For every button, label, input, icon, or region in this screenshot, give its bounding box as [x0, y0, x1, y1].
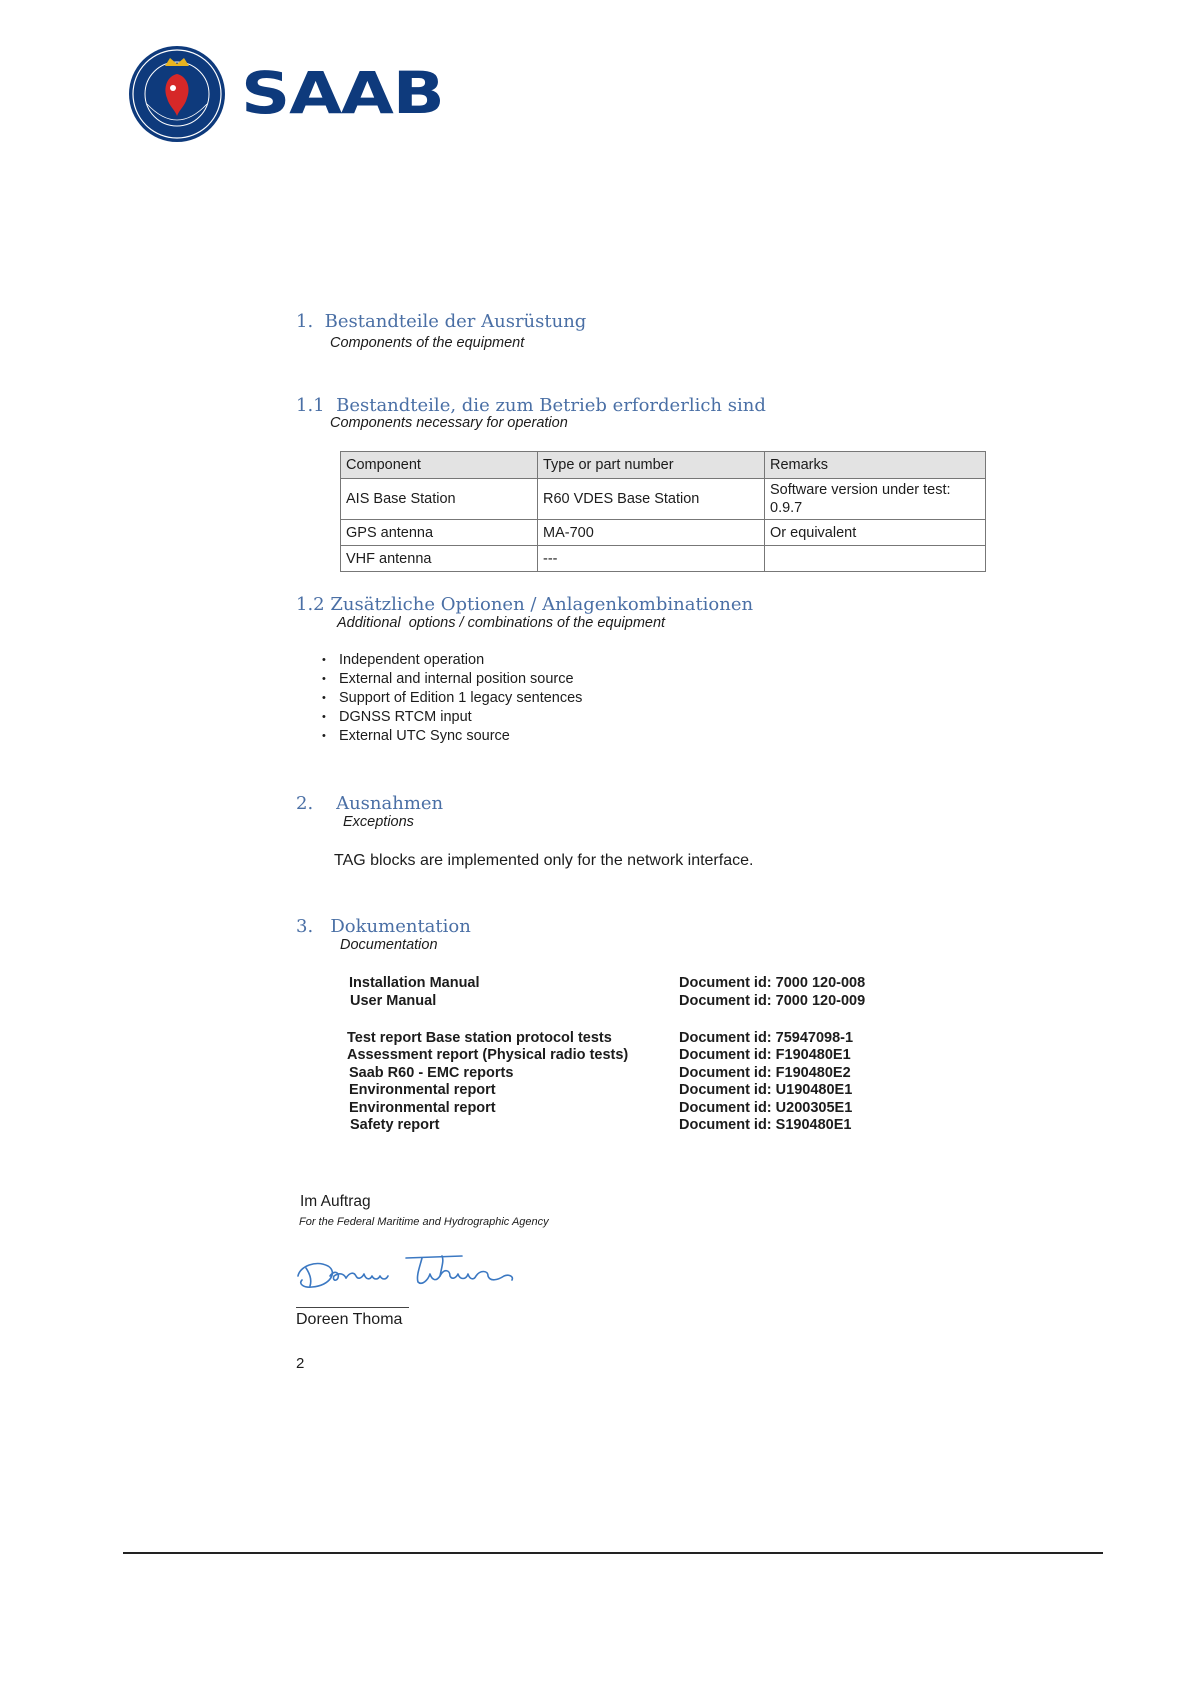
section-1-1-number: 1.1 [296, 395, 325, 416]
agency-label: For the Federal Maritime and Hydrographic Agency [299, 1216, 549, 1228]
document-name: Environmental report [349, 1100, 496, 1116]
exceptions-text: TAG blocks are implemented only for the network interface. [334, 852, 754, 869]
section-3-subtitle: Documentation [340, 937, 438, 953]
table-cell: R60 VDES Base Station [538, 479, 765, 520]
signatory-name: Doreen Thoma [296, 1311, 403, 1328]
section-1-2-subtitle: Additional options / combinations of the equipment [337, 615, 666, 631]
section-3-number: 3. [296, 916, 314, 937]
document-name: Environmental report [349, 1082, 496, 1098]
section-1-1-title: Bestandteile, die zum Betrieb erforderlich sind [336, 395, 766, 416]
handwritten-signature [294, 1246, 554, 1292]
table-row [341, 520, 986, 546]
document-id: Document id: U200305E1 [679, 1100, 853, 1116]
document-id: Document id: 7000 120-009 [679, 993, 866, 1009]
table-cell: --- [538, 546, 765, 572]
table-cell: VHF antenna [341, 546, 538, 572]
table-cell: MA-700 [538, 520, 765, 546]
table-cell [765, 546, 986, 572]
document-id: Document id: U190480E1 [679, 1082, 853, 1098]
section-1-1-heading [296, 397, 766, 415]
section-1-2-number: 1.2 [296, 594, 325, 615]
table-cell: AIS Base Station [341, 479, 538, 520]
section-1-1-subtitle: Components necessary for operation [330, 415, 568, 431]
page-number: 2 [296, 1355, 305, 1372]
document-id: Document id: 75947098-1 [679, 1030, 854, 1046]
section-2-title: Ausnahmen [336, 793, 444, 814]
list-item: • External UTC Sync source [322, 727, 582, 746]
document-name: Assessment report (Physical radio tests) [347, 1047, 629, 1063]
table-header-cell: Remarks [765, 452, 986, 479]
saab-emblem-logo [127, 44, 227, 144]
document-id: Document id: 7000 120-008 [679, 975, 866, 991]
im-auftrag-label: Im Auftrag [300, 1193, 371, 1210]
section-1-2-heading [296, 596, 753, 614]
table-header-row [341, 452, 986, 479]
document-name: Safety report [350, 1117, 440, 1133]
document-name: Test report Base station protocol tests [347, 1030, 612, 1046]
table-row [341, 479, 986, 520]
table-cell: Software version under test: 0.9.7 [765, 479, 986, 520]
section-2-number: 2. [296, 793, 314, 814]
options-list [322, 651, 582, 746]
table-cell: Or equivalent [765, 520, 986, 546]
document-name: User Manual [350, 993, 437, 1009]
section-3-title: Dokumentation [330, 916, 471, 937]
list-item: • External and internal position source [322, 670, 582, 689]
list-item: • DGNSS RTCM input [322, 708, 582, 727]
list-item: • Independent operation [322, 651, 582, 670]
section-1-title: Bestandteile der Ausrüstung [324, 311, 587, 332]
table-header-cell: Type or part number [538, 452, 765, 479]
document-name: Installation Manual [349, 975, 480, 991]
components-table [340, 451, 986, 572]
section-1-subtitle: Components of the equipment [330, 335, 525, 351]
section-3-heading [296, 918, 471, 936]
document-id: Document id: F190480E2 [679, 1065, 851, 1081]
signature-line [296, 1307, 409, 1308]
table-cell: GPS antenna [341, 520, 538, 546]
section-2-heading [296, 795, 443, 813]
section-1-number: 1. [296, 311, 314, 332]
document-id: Document id: S190480E1 [679, 1117, 852, 1133]
document-name: Saab R60 - EMC reports [349, 1065, 514, 1081]
saab-wordmark: SAAB [241, 59, 444, 127]
table-row [341, 546, 986, 572]
document-id: Document id: F190480E1 [679, 1047, 851, 1063]
list-item: • Support of Edition 1 legacy sentences [322, 689, 582, 708]
footer-rule [123, 1552, 1103, 1554]
section-1-2-title: Zusätzliche Optionen / Anlagenkombinationen [330, 594, 754, 615]
section-1-heading [296, 313, 586, 331]
table-header-cell: Component [341, 452, 538, 479]
section-2-subtitle: Exceptions [343, 814, 414, 830]
